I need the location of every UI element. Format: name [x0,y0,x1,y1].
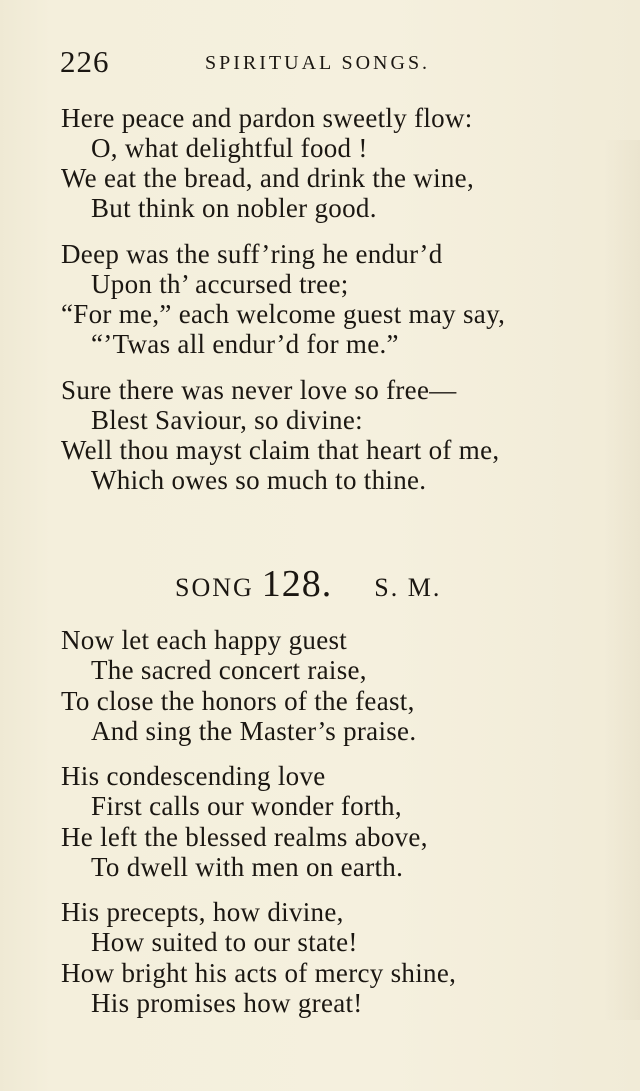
verse-line: Which owes so much to thine. [91,465,427,495]
verse-line: Blest Saviour, so divine: [91,405,363,435]
verse-line: His precepts, how divine, [61,897,344,927]
verse-line: O, what delightful food ! [91,133,368,163]
verse-line: Now let each happy guest [61,625,348,655]
verse-line: First calls our wonder forth, [91,791,402,821]
verse-line: We eat the bread, and drink the wine, [61,163,475,193]
page-edge-shadow [604,140,640,1020]
verse-line: Well thou mayst claim that heart of me, [61,435,500,465]
song-meter: S. M. [374,573,442,602]
verse-line: How bright his acts of mercy shine, [61,958,457,988]
verse-line: “For me,” each welcome guest may say, [61,299,506,329]
verse-line: To dwell with men on earth. [91,852,404,882]
page-number: 226 [60,44,110,79]
page-header [60,44,580,80]
song-number: 128. [261,563,333,605]
verse-line: The sacred concert raise, [91,655,367,685]
verse-line: His condescending love [61,761,326,791]
song-heading-word: SONG [175,573,254,602]
verse-line: He left the blessed realms above, [61,822,428,852]
verse-line: To close the honors of the feast, [61,686,415,716]
verse-line: But think on nobler good. [91,193,377,223]
verse-line: Deep was the suff’ring he endur’d [61,239,443,269]
verse-line: How suited to our state! [91,927,358,957]
song-heading [175,562,441,606]
verse-line: His promises how great! [91,988,363,1018]
verse-line: Upon th’ accursed tree; [91,269,349,299]
running-title: SPIRITUAL SONGS. [205,52,431,74]
verse-line: Here peace and pardon sweetly flow: [61,103,473,133]
verse-line: “’Twas all endur’d for me.” [91,329,399,359]
verse-line: Sure there was never love so free— [61,375,457,405]
verse-line: And sing the Master’s praise. [91,716,417,746]
